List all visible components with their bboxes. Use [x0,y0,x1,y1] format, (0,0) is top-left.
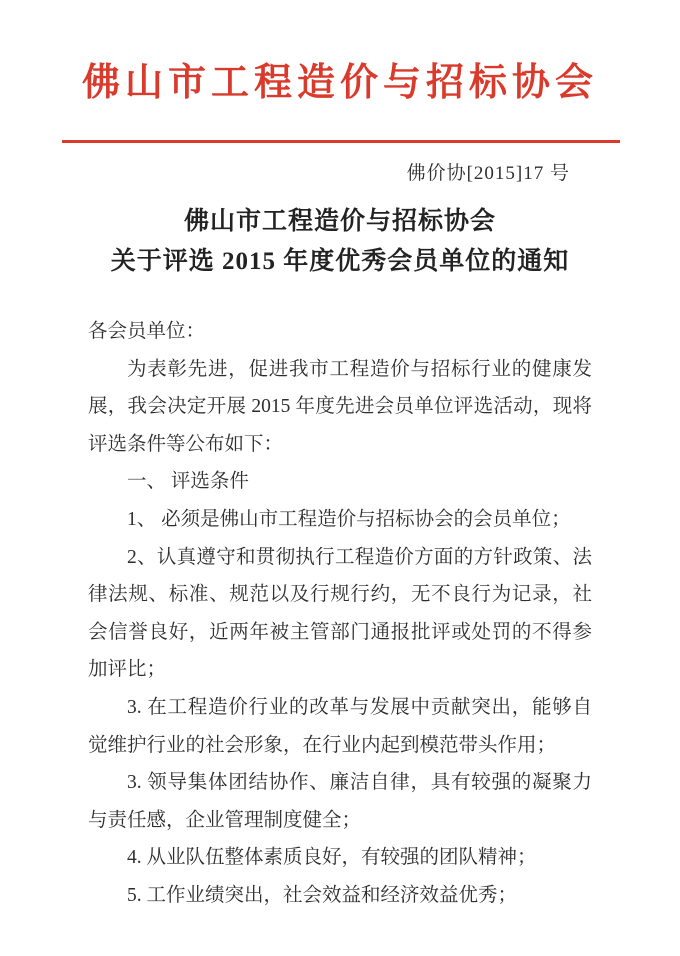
document-paragraph: 一、 评选条件 [127,471,249,493]
document-paragraph: 5. 工作业绩突出，社会效益和经济效益优秀； [127,884,518,906]
notice-title-line2: 关于评选 2015 年度优秀会员单位的通知 [110,248,570,275]
document-paragraph: 3. 领导集体团结协作、廉洁自律，具有较强的凝聚力与责任感，企业管理制度健全； [88,772,592,831]
notice-title [0,202,680,282]
document-paragraph: 1、 必须是佛山市工程造价与招标协会的会员单位； [127,508,571,530]
letterhead-divider [62,140,620,143]
paragraph-list [88,351,592,915]
document-paragraph: 2、认真遵守和贯彻执行工程造价方面的方针政策、法律法规、标准、规范以及行规行约，无不良行为记录，社会信誉良好，近两年被主管部门通报批评或处罚的不得参加评比； [88,546,592,681]
document-paragraph: 为表彰先进，促进我市工程造价与招标行业的健康发展，我会决定开展 2015 年度先进会员单位评选活动，现将评选条件等公布如下： [88,358,592,455]
document-paragraph: 3. 在工程造价行业的改革与发展中贡献突出，能够自觉维护行业的社会形象，在行业内起到模范带头作用； [88,696,592,756]
notice-title-line1: 佛山市工程造价与招标协会 [183,208,496,235]
doc-number: 佛价协[2015]17 号 [406,163,570,184]
letterhead-org-name: 佛山市工程造价与招标协会 [81,62,598,104]
document-body [88,313,592,915]
salutation: 各会员单位： [88,321,206,342]
document-paragraph: 4. 从业队伍整体素质良好，有较强的团队精神； [127,847,537,869]
